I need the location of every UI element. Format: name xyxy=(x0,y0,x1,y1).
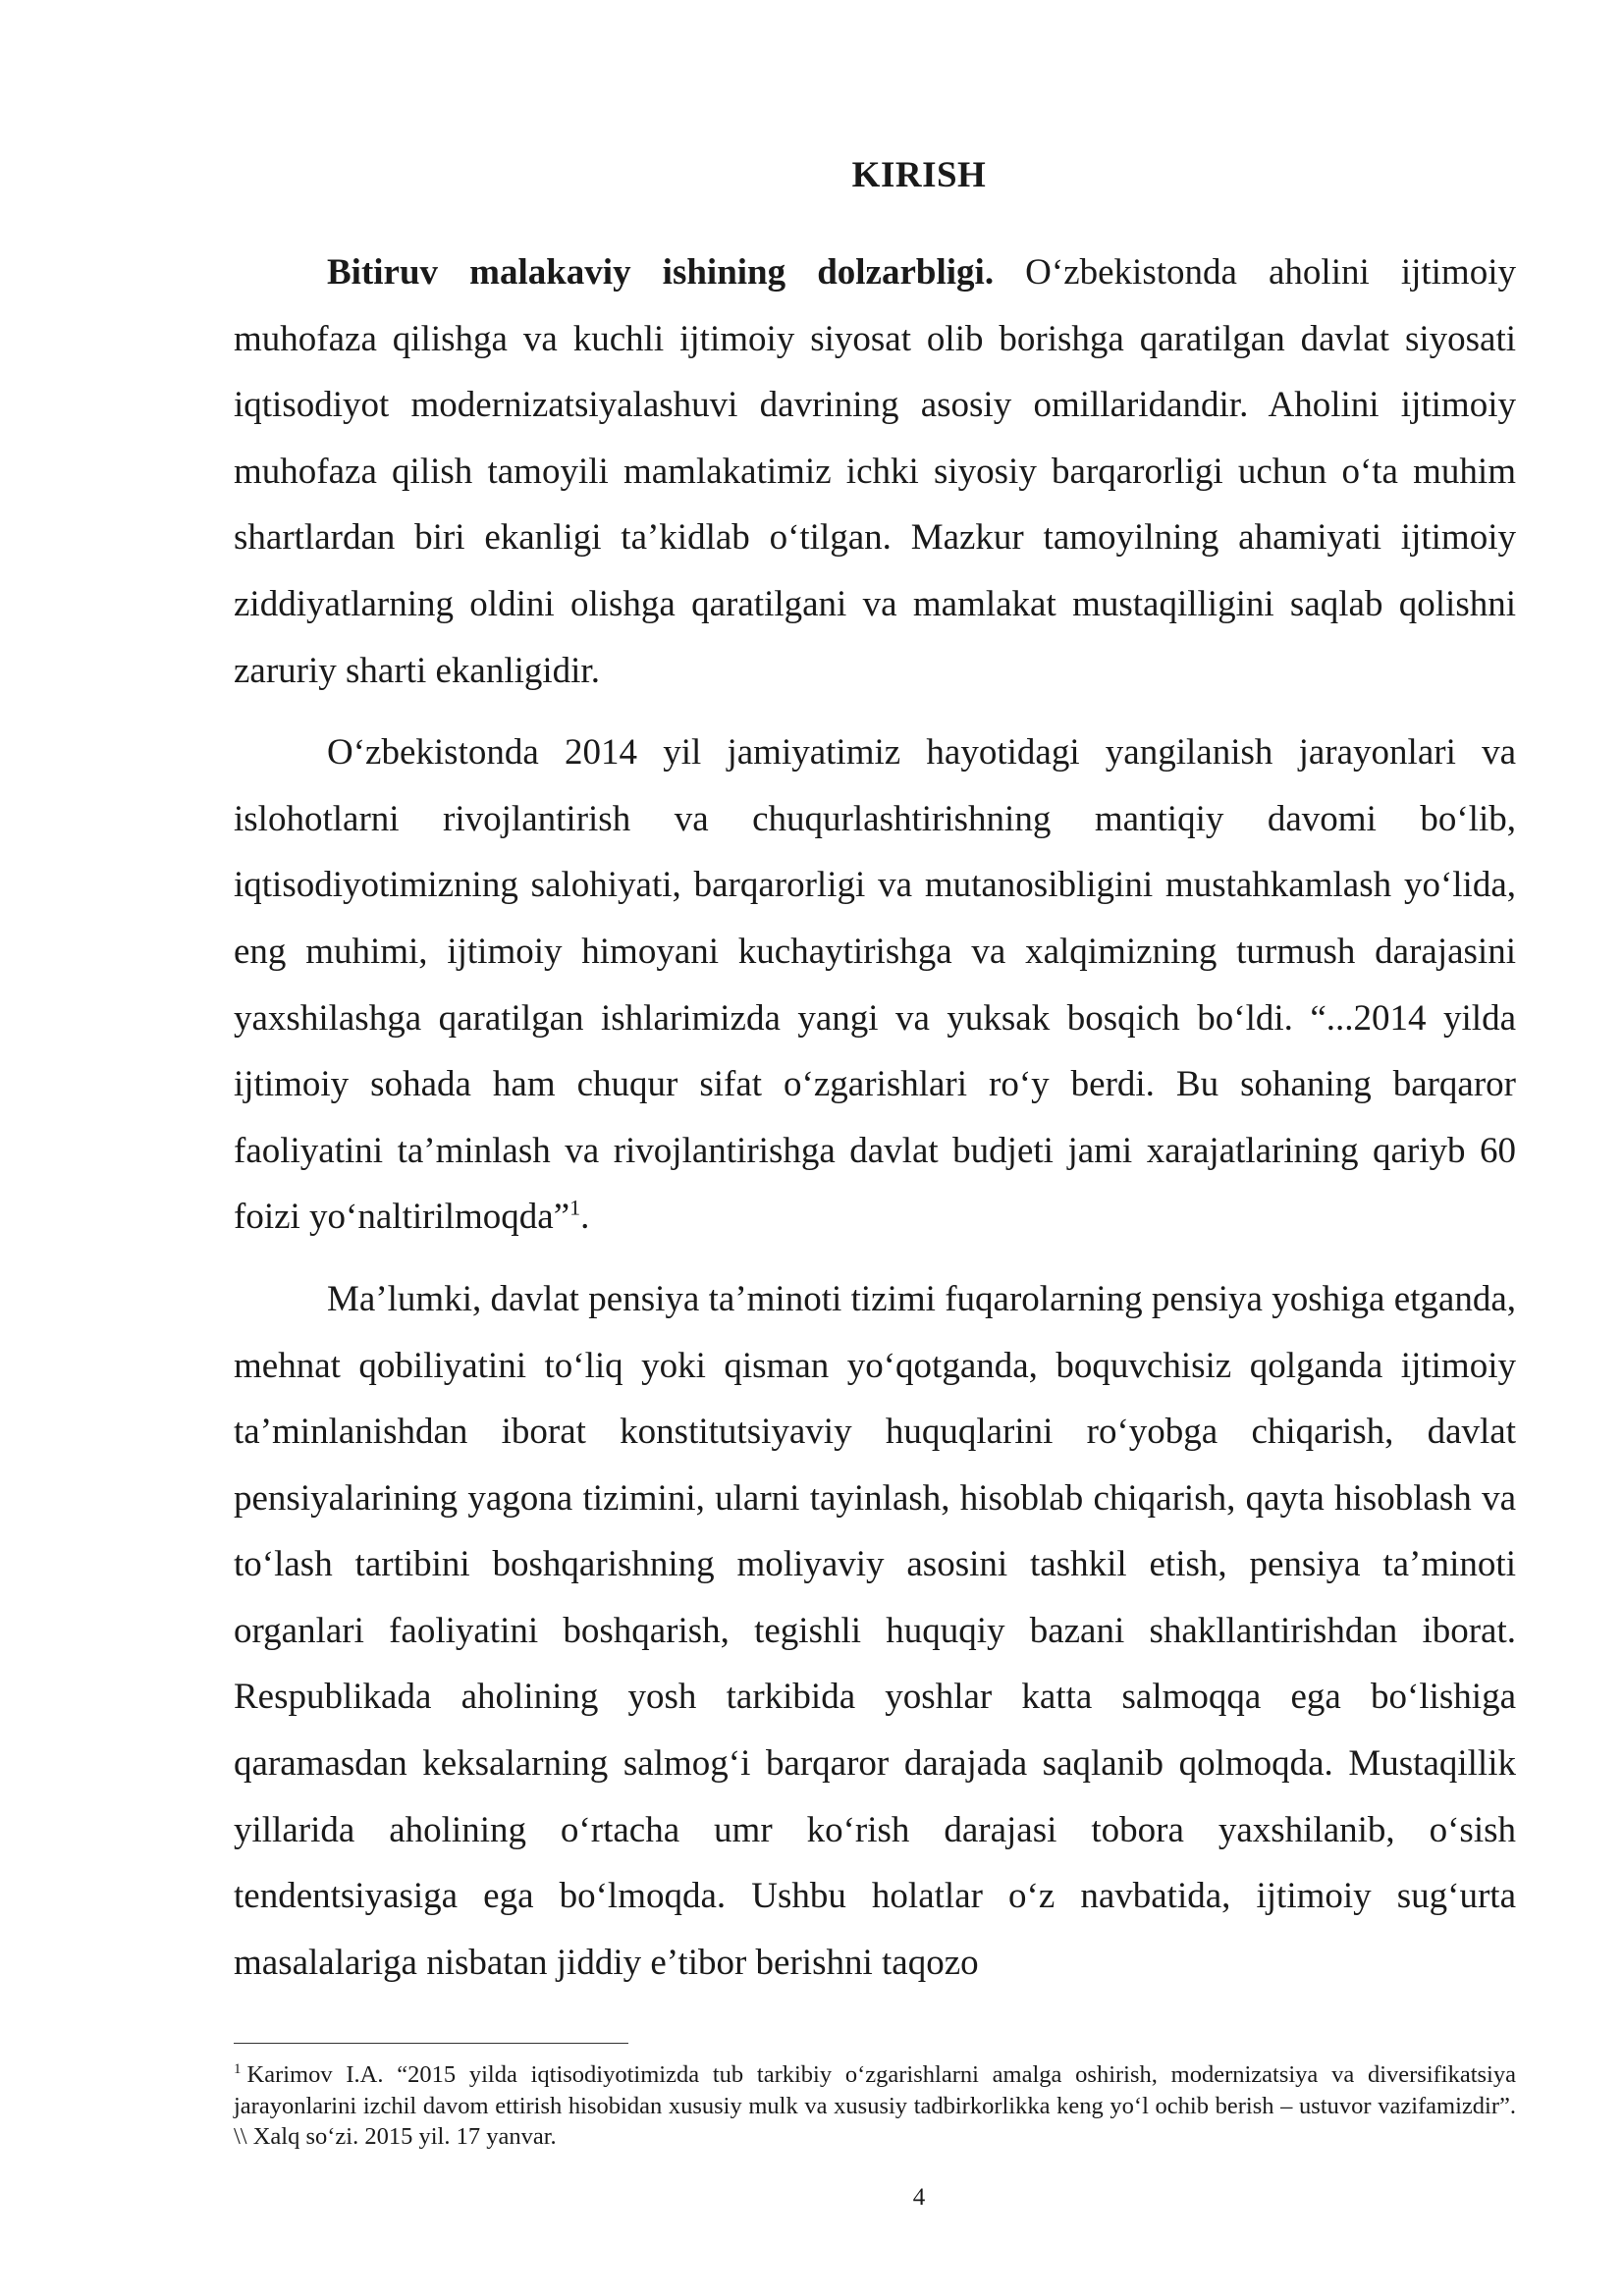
page-number: 4 xyxy=(912,2184,926,2211)
paragraph-text: O‘zbekistonda aholini ijtimoiy muhofaza qilishga va kuchli ijtimoiy siyosat olib borishga qaratilgan davlat siyosati iqtisodiyot modernizatsiyalashuvi davrining asosiy omillaridandir. Aholini ijtimoiy muhofaza qilish tamoyili mamlakatimiz ichki siyosiy barqarorligi uchun o‘ta muhim shartlardan biri ekanligi ta’kidlab o‘tilgan. Mazkur tamoyilning ahamiyati ijtimoiy ziddiyatlarning oldini olishga qaratilgani va mamlakat mustaqilligini saqlab qolishni zaruriy sharti ekanligidir. xyxy=(234,252,1516,691)
footnote-separator xyxy=(234,2043,628,2044)
paragraph-text: O‘zbekistonda 2014 yil jamiyatimiz hayotidagi yangilanish jarayonlari va islohotlarni rivojlantirish va chuqurlashtirishning mantiqiy davomi bo‘lib, iqtisodiyotimizning salohiyati, barqarorligi va mutanosibligini mustahkamlash yo‘lida, eng muhimi, ijtimoiy himoyani kuchaytirishga va xalqimizning turmush darajasini yaxshilashga qaratilgan ishlarimizda yangi va yuksak bosqich bo‘ldi. “...2014 yilda ijtimoiy sohada ham chuqur sifat o‘zgarishlari ro‘y berdi. Bu sohaning barqaror faoliyatini ta’minlash va rivojlantirishga davlat budjeti jami xarajatlarining qariyb 60 foizi yo‘naltirilmoqda” xyxy=(234,732,1516,1238)
paragraph-text: Ma’lumki, davlat pensiya ta’minoti tizimi fuqarolarning pensiya yoshiga etganda, mehnat qobiliyatini to‘liq yoki qisman yo‘qotganda, boquvchisiz qolganda ijtimoiy ta’minlanishdan iborat konstitutsiyaviy huquqlarini ro‘yobga chiqarish, davlat pensiyalarining yagona tizimini, ularni tayinlash, hisoblab chiqarish, qayta hisoblash va to‘lash tartibini boshqarishning moliyaviy asosini tashkil etish, pensiya ta’minoti organlari faoliyatini boshqarish, tegishli huquqiy bazani shakllantirishdan iborat. Respublikada aholining yosh tarkibida yoshlar katta salmoqqa ega bo‘lishiga qaramasdan keksalarning salmog‘i barqaror darajada saqlanib qolmoqda. Mustaqillik yillarida aholining o‘rtacha umr ko‘rish darajasi tobora yaxshilanib, o‘sish tendentsiyasiga ega bo‘lmoqda. Ushbu holatlar o‘z navbatida, ijtimoiy sug‘urta masalalariga nisbatan jiddiy e’tibor berishni taqozo xyxy=(234,1278,1516,1983)
footnote-text: Karimov I.A. “2015 yilda iqtisodiyotimizda tub tarkibiy o‘zgarishlarni amalga oshirish, modernizatsiya va diversifikatsiya jarayonlarini izchil davom ettirish hisobidan xususiy mulk va xususiy tadbirkorlikka keng yo‘l ochib berish – ustuvor vazifamizdir”. \\ Xalq so‘zi. 2015 yil. 17 yanvar. xyxy=(234,2061,1516,2150)
footnote-number: 1 xyxy=(234,2060,242,2077)
paragraph-2014 xyxy=(234,720,1516,1251)
paragraph-pension xyxy=(234,1266,1516,1997)
footnote xyxy=(234,2059,1516,2153)
paragraph-lead: Bitiruv malakaviy ishining dolzarbligi. xyxy=(327,252,995,293)
body-text xyxy=(234,240,1516,1996)
paragraph-relevance xyxy=(234,240,1516,704)
paragraph-text-end: . xyxy=(580,1197,590,1238)
footnote-reference[interactable]: 1 xyxy=(569,1195,581,1220)
page-title: KIRISH xyxy=(851,155,987,195)
